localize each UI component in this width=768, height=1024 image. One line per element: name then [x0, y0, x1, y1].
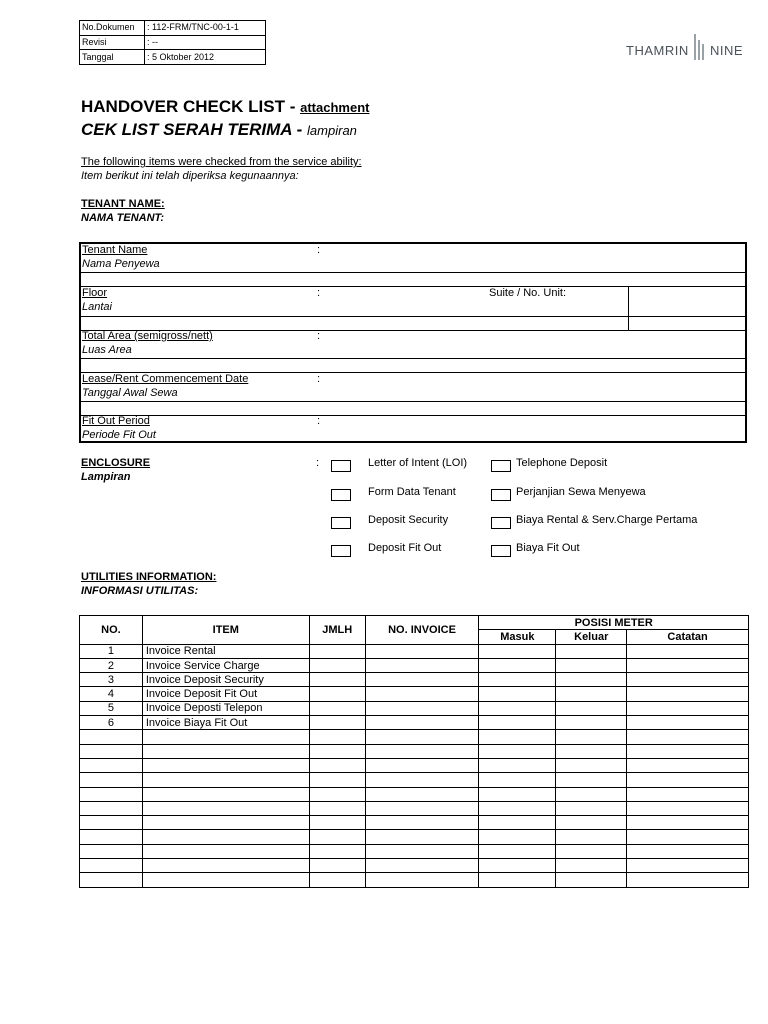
- field-label-english: Tenant Name: [82, 244, 148, 256]
- cell-catatan[interactable]: [627, 644, 749, 658]
- header-no-invoice: NO. INVOICE: [365, 616, 479, 645]
- header-catatan: Catatan: [627, 630, 749, 644]
- cell-catatan[interactable]: [627, 673, 749, 687]
- cell-no-invoice[interactable]: [365, 830, 479, 844]
- cell-keluar[interactable]: [556, 758, 627, 772]
- table-row: [80, 687, 749, 701]
- cell-catatan[interactable]: [627, 744, 749, 758]
- header-posisi-meter: POSISI METER: [479, 616, 749, 630]
- field-label-indonesian: Periode Fit Out: [82, 429, 156, 441]
- cell-no[interactable]: [80, 758, 143, 772]
- enclosure-heading-indonesian: Lampiran: [81, 471, 131, 483]
- cell-item: Invoice Biaya Fit Out: [142, 716, 309, 730]
- cell-item[interactable]: [142, 830, 309, 844]
- cell-masuk[interactable]: [479, 687, 556, 701]
- field-colon: :: [317, 373, 321, 385]
- table-row-empty: [80, 787, 749, 801]
- cell-jmlh[interactable]: [309, 673, 365, 687]
- row-divider: [81, 316, 745, 317]
- doc-info-key: Tanggal: [80, 50, 145, 65]
- cell-no-invoice[interactable]: [365, 701, 479, 715]
- cell-item[interactable]: [142, 773, 309, 787]
- table-header-row: [80, 616, 749, 630]
- table-row-empty: [80, 773, 749, 787]
- cell-masuk[interactable]: [479, 758, 556, 772]
- table-row-empty: [80, 873, 749, 887]
- table-row: [80, 658, 749, 672]
- header-jmlh: JMLH: [309, 616, 365, 645]
- cell-no[interactable]: [80, 730, 143, 744]
- cell-keluar[interactable]: [556, 716, 627, 730]
- cell-item: Invoice Deposit Fit Out: [142, 687, 309, 701]
- logo-text-left: THAMRIN: [626, 43, 689, 58]
- cell-no[interactable]: [80, 859, 143, 873]
- cell-jmlh[interactable]: [309, 701, 365, 715]
- doc-info-key: Revisi: [80, 35, 145, 50]
- cell-item[interactable]: [142, 873, 309, 887]
- title-english: [81, 97, 369, 117]
- table-row: [80, 673, 749, 687]
- cell-keluar[interactable]: [556, 673, 627, 687]
- cell-catatan[interactable]: [627, 816, 749, 830]
- cell-masuk[interactable]: [479, 773, 556, 787]
- cell-no: 3: [80, 673, 143, 687]
- cell-no-invoice[interactable]: [365, 716, 479, 730]
- cell-keluar[interactable]: [556, 816, 627, 830]
- doc-info-row: [80, 35, 266, 50]
- field-colon: :: [317, 244, 321, 256]
- cell-item: Invoice Rental: [142, 644, 309, 658]
- cell-masuk[interactable]: [479, 673, 556, 687]
- field-label-english: Fit Out Period: [82, 415, 150, 427]
- cell-catatan[interactable]: [627, 859, 749, 873]
- cell-keluar[interactable]: [556, 859, 627, 873]
- cell-item[interactable]: [142, 816, 309, 830]
- cell-keluar[interactable]: [556, 644, 627, 658]
- cell-item: Invoice Service Charge: [142, 658, 309, 672]
- cell-no-invoice[interactable]: [365, 687, 479, 701]
- cell-no: 4: [80, 687, 143, 701]
- enclosure-heading-english: ENCLOSURE: [81, 457, 151, 469]
- cell-jmlh[interactable]: [309, 801, 365, 815]
- header-keluar: Keluar: [556, 630, 627, 644]
- cell-no-invoice[interactable]: [365, 844, 479, 858]
- cell-no-invoice[interactable]: [365, 758, 479, 772]
- cell-catatan[interactable]: [627, 701, 749, 715]
- cell-jmlh[interactable]: [309, 816, 365, 830]
- cell-jmlh[interactable]: [309, 687, 365, 701]
- table-row: [80, 644, 749, 658]
- cell-catatan[interactable]: [627, 687, 749, 701]
- cell-masuk[interactable]: [479, 873, 556, 887]
- cell-no[interactable]: [80, 744, 143, 758]
- table-row-empty: [80, 758, 749, 772]
- cell-masuk[interactable]: [479, 844, 556, 858]
- cell-no-invoice[interactable]: [365, 873, 479, 887]
- cell-masuk[interactable]: [479, 716, 556, 730]
- title-indonesian-sub: lampiran: [307, 123, 357, 138]
- cell-masuk[interactable]: [479, 730, 556, 744]
- cell-keluar[interactable]: [556, 801, 627, 815]
- checkbox-perjanjian-sewa[interactable]: [491, 489, 511, 501]
- cell-jmlh[interactable]: [309, 730, 365, 744]
- enclosure-item-label: Biaya Fit Out: [516, 542, 580, 554]
- cell-no: 6: [80, 716, 143, 730]
- table-row-empty: [80, 801, 749, 815]
- enclosure-colon: :: [316, 457, 320, 469]
- doc-info-row: [80, 21, 266, 36]
- title-indonesian-main: CEK LIST SERAH TERIMA -: [81, 120, 308, 139]
- cell-item[interactable]: [142, 744, 309, 758]
- cell-jmlh[interactable]: [309, 773, 365, 787]
- tenant-heading-english: TENANT NAME:: [81, 198, 165, 210]
- cell-item[interactable]: [142, 801, 309, 815]
- logo-text-right: NINE: [710, 43, 744, 58]
- cell-no-invoice[interactable]: [365, 744, 479, 758]
- field-colon: :: [317, 330, 321, 342]
- cell-jmlh[interactable]: [309, 716, 365, 730]
- table-row-empty: [80, 830, 749, 844]
- cell-jmlh[interactable]: [309, 658, 365, 672]
- header-no: NO.: [80, 616, 143, 645]
- row-divider: [81, 286, 745, 287]
- doc-info-value: : --: [145, 35, 266, 50]
- field-colon: :: [317, 287, 321, 299]
- cell-no: 2: [80, 658, 143, 672]
- cell-jmlh[interactable]: [309, 758, 365, 772]
- row-divider: [81, 415, 745, 416]
- cell-no: 5: [80, 701, 143, 715]
- cell-catatan[interactable]: [627, 758, 749, 772]
- cell-no[interactable]: [80, 773, 143, 787]
- document-info-table: [79, 20, 266, 65]
- cell-keluar[interactable]: [556, 873, 627, 887]
- cell-masuk[interactable]: [479, 859, 556, 873]
- cell-no-invoice[interactable]: [365, 859, 479, 873]
- cell-keluar[interactable]: [556, 730, 627, 744]
- cell-jmlh[interactable]: [309, 744, 365, 758]
- logo-tower-bar: [698, 40, 700, 60]
- cell-item[interactable]: [142, 844, 309, 858]
- doc-info-row: [80, 50, 266, 65]
- title-english-main: HANDOVER CHECK LIST -: [81, 97, 301, 116]
- cell-keluar[interactable]: [556, 687, 627, 701]
- cell-no[interactable]: [80, 844, 143, 858]
- cell-item: Invoice Deposit Security: [142, 673, 309, 687]
- cell-item: Invoice Deposti Telepon: [142, 701, 309, 715]
- checkbox-deposit-security[interactable]: [331, 517, 351, 529]
- cell-catatan[interactable]: [627, 716, 749, 730]
- enclosure-item-label: Perjanjian Sewa Menyewa: [516, 486, 646, 498]
- cell-jmlh[interactable]: [309, 644, 365, 658]
- doc-info-value: : 5 Oktober 2012: [145, 50, 266, 65]
- intro-english: The following items were checked from the service ability:: [81, 156, 362, 168]
- utilities-table: [79, 615, 749, 888]
- cell-masuk[interactable]: [479, 787, 556, 801]
- cell-item[interactable]: [142, 758, 309, 772]
- cell-jmlh[interactable]: [309, 873, 365, 887]
- cell-no: 1: [80, 644, 143, 658]
- cell-catatan[interactable]: [627, 730, 749, 744]
- cell-no[interactable]: [80, 873, 143, 887]
- table-row: [80, 716, 749, 730]
- checkbox-biaya-rental[interactable]: [491, 517, 511, 529]
- cell-no-invoice[interactable]: [365, 730, 479, 744]
- checkbox-loi[interactable]: [331, 460, 351, 472]
- cell-no-invoice[interactable]: [365, 644, 479, 658]
- intro-indonesian: Item berikut ini telah diperiksa kegunaannya:: [81, 170, 299, 182]
- utilities-table-body: [80, 644, 749, 887]
- field-label-english: Floor: [82, 287, 108, 299]
- row-divider: [81, 272, 745, 273]
- enclosure-item-label: Biaya Rental & Serv.Charge Pertama: [516, 514, 698, 526]
- enclosure-item-label: Letter of Intent (LOI): [368, 457, 468, 469]
- table-row-empty: [80, 844, 749, 858]
- checkbox-telephone-deposit[interactable]: [491, 460, 511, 472]
- cell-keluar[interactable]: [556, 787, 627, 801]
- doc-info-key: No.Dokumen: [80, 21, 145, 36]
- cell-keluar[interactable]: [556, 701, 627, 715]
- cell-catatan[interactable]: [627, 830, 749, 844]
- cell-masuk[interactable]: [479, 658, 556, 672]
- row-divider: [81, 401, 745, 402]
- field-label-indonesian: Tanggal Awal Sewa: [82, 387, 178, 399]
- cell-jmlh[interactable]: [309, 787, 365, 801]
- checkbox-deposit-fit-out[interactable]: [331, 545, 351, 557]
- table-row-empty: [80, 730, 749, 744]
- utilities-heading-english: UTILITIES INFORMATION:: [81, 571, 217, 583]
- suite-unit-label: Suite / No. Unit:: [489, 287, 567, 299]
- cell-keluar[interactable]: [556, 658, 627, 672]
- cell-no-invoice[interactable]: [365, 801, 479, 815]
- enclosure-item-label: Form Data Tenant: [368, 486, 456, 498]
- header-masuk: Masuk: [479, 630, 556, 644]
- logo-tower-bar: [702, 44, 704, 60]
- cell-catatan[interactable]: [627, 787, 749, 801]
- cell-keluar[interactable]: [556, 744, 627, 758]
- field-label-indonesian: Luas Area: [82, 344, 132, 356]
- cell-keluar[interactable]: [556, 844, 627, 858]
- field-label-english: Lease/Rent Commencement Date: [82, 373, 249, 385]
- enclosure-item-label: Telephone Deposit: [516, 457, 608, 469]
- title-english-sub: attachment: [300, 100, 370, 115]
- cell-jmlh[interactable]: [309, 830, 365, 844]
- cell-masuk[interactable]: [479, 801, 556, 815]
- cell-item[interactable]: [142, 787, 309, 801]
- cell-masuk[interactable]: [479, 744, 556, 758]
- cell-no[interactable]: [80, 816, 143, 830]
- cell-keluar[interactable]: [556, 830, 627, 844]
- cell-catatan[interactable]: [627, 873, 749, 887]
- cell-no-invoice[interactable]: [365, 658, 479, 672]
- title-indonesian: [81, 120, 357, 140]
- cell-masuk[interactable]: [479, 644, 556, 658]
- table-row: [80, 701, 749, 715]
- cell-catatan[interactable]: [627, 844, 749, 858]
- tenant-details-box: [79, 242, 747, 443]
- thamrin-nine-logo: [626, 30, 746, 70]
- cell-no-invoice[interactable]: [365, 816, 479, 830]
- field-colon: :: [317, 415, 321, 427]
- logo-tower-bar: [694, 34, 696, 60]
- cell-no[interactable]: [80, 801, 143, 815]
- table-row-empty: [80, 744, 749, 758]
- cell-item[interactable]: [142, 730, 309, 744]
- row-divider: [81, 358, 745, 359]
- table-row-empty: [80, 816, 749, 830]
- cell-no-invoice[interactable]: [365, 787, 479, 801]
- cell-no[interactable]: [80, 830, 143, 844]
- cell-jmlh[interactable]: [309, 844, 365, 858]
- cell-masuk[interactable]: [479, 701, 556, 715]
- cell-item[interactable]: [142, 859, 309, 873]
- enclosure-item-label: Deposit Fit Out: [368, 542, 442, 554]
- cell-catatan[interactable]: [627, 801, 749, 815]
- doc-info-value: : 112-FRM/TNC-00-1-1: [145, 21, 266, 36]
- enclosure-item-label: Deposit Security: [368, 514, 449, 526]
- tenant-heading-indonesian: NAMA TENANT:: [81, 212, 165, 224]
- field-label-indonesian: Nama Penyewa: [82, 258, 160, 270]
- cell-masuk[interactable]: [479, 816, 556, 830]
- checkbox-form-data-tenant[interactable]: [331, 489, 351, 501]
- cell-keluar[interactable]: [556, 773, 627, 787]
- cell-catatan[interactable]: [627, 658, 749, 672]
- header-item: ITEM: [142, 616, 309, 645]
- cell-catatan[interactable]: [627, 773, 749, 787]
- cell-no[interactable]: [80, 787, 143, 801]
- table-row-empty: [80, 859, 749, 873]
- utilities-heading-indonesian: INFORMASI UTILITAS:: [81, 585, 199, 597]
- cell-jmlh[interactable]: [309, 859, 365, 873]
- cell-no-invoice[interactable]: [365, 773, 479, 787]
- field-label-english: Total Area (semigross/nett): [82, 330, 213, 342]
- suite-cell-divider: [628, 286, 629, 331]
- checkbox-biaya-fit-out[interactable]: [491, 545, 511, 557]
- cell-no-invoice[interactable]: [365, 673, 479, 687]
- cell-masuk[interactable]: [479, 830, 556, 844]
- field-label-indonesian: Lantai: [82, 301, 112, 313]
